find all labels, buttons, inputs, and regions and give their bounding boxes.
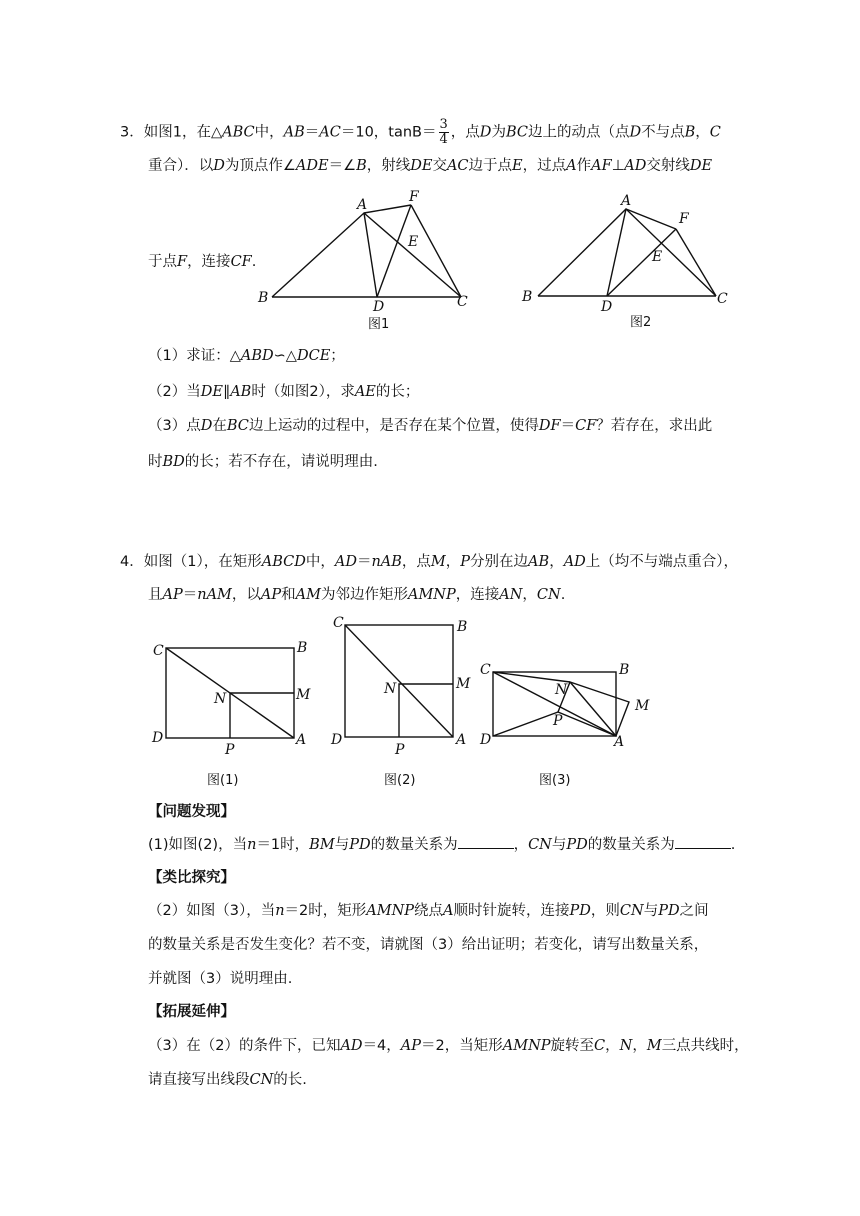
- p3-line-3: 于点F，连接CF.: [148, 254, 257, 270]
- p4-part-3: （3）在（2）的条件下，已知AD＝4，AP＝2，当矩形AMNP旋转至C，N，M三点共线时，: [148, 1038, 749, 1054]
- section-analogy-exploration: 【类比探究】: [148, 870, 235, 886]
- fig4-3-pd: [493, 712, 558, 736]
- fig4-3-label-p: P: [553, 713, 563, 729]
- fig2-df: [607, 229, 676, 296]
- fig4-1-lines: [166, 648, 294, 738]
- fig4-1-label-b: B: [297, 640, 308, 656]
- p4-part-3-line-2: 请直接写出线段CN的长.: [148, 1072, 307, 1088]
- fig4-2-label-d: D: [331, 732, 343, 748]
- fig4-1-label-m: M: [296, 687, 311, 703]
- problem-number: 3．: [120, 124, 144, 141]
- p4-line-2: 且AP＝nAM，以AP和AM为邻边作矩形AMNP，连接AN，CN.: [148, 587, 566, 603]
- fig2-label-d: D: [601, 299, 613, 315]
- fig4-2-lines: [345, 625, 453, 737]
- section-problem-discovery: 【问题发现】: [148, 804, 235, 820]
- p3-question-3-cont: 时BD的长；若不存在，请说明理由.: [148, 454, 378, 470]
- fig4-2-label-m: M: [456, 676, 471, 692]
- section-extension: 【拓展延伸】: [148, 1004, 235, 1020]
- fig4-2-label-a: A: [456, 732, 467, 748]
- fig1-caption: 图1: [368, 317, 390, 332]
- fig4-1-label-c: C: [153, 643, 164, 659]
- fig1-label-e: E: [408, 234, 419, 250]
- fig4-1-label-p: P: [225, 742, 235, 758]
- fig1-label-d: D: [373, 299, 385, 315]
- answer-blank[interactable]: [675, 834, 731, 849]
- fig4-3-label-c: C: [480, 662, 491, 678]
- fig1-lines: [272, 205, 461, 297]
- fig2-label-f: F: [679, 211, 689, 227]
- answer-blank[interactable]: [458, 834, 514, 849]
- fig2-lines: [538, 209, 716, 296]
- fig4-3-label-m: M: [635, 698, 650, 714]
- fig4-2-label-b: B: [457, 619, 468, 635]
- p4-line-1: 4．如图（1），在矩形ABCD中，AD＝nAB，点M，P分别在边AB，AD上（均不与端点重合），: [120, 554, 739, 570]
- fig2-label-a: A: [621, 193, 632, 209]
- fig4-1-label-d: D: [152, 730, 164, 746]
- fig1-df: [377, 205, 411, 297]
- problem-number: 4．: [120, 554, 144, 570]
- fig4-3-cn: [493, 672, 570, 682]
- fig4-1-label-n: N: [214, 691, 227, 707]
- fig4-2-caption: 图(2): [384, 773, 416, 788]
- fig1-label-c: C: [457, 294, 468, 310]
- fig4-3-label-n: N: [555, 682, 568, 698]
- fig4-2-label-c: C: [333, 615, 344, 631]
- fig2-ad: [607, 209, 626, 296]
- fig2-caption: 图2: [630, 315, 652, 330]
- p4-part-2-line-3: 并就图（3）说明理由.: [148, 971, 293, 987]
- p4-part-2-line-2: 的数量关系是否发生变化？若不变，请就图（3）给出证明；若变化，请写出数量关系，: [148, 937, 709, 953]
- fig4-3-caption: 图(3): [539, 773, 571, 788]
- p3-question-1: （1）求证：△ABD∽△DCE；: [148, 348, 345, 364]
- p3-line-2: 重合）．以D为顶点作∠ADE＝∠B，射线DE交AC边于点E，过点A作AF⊥AD交射线DE: [148, 158, 713, 174]
- fig4-3-label-a: A: [614, 734, 625, 750]
- fig4-1-caption: 图(1): [207, 773, 239, 788]
- fig1-cf: [411, 205, 461, 297]
- p3-line-1: 3．如图1，在△ABC中，AB＝AC＝10，tanB＝ $\frac{3}{4}$ ，点D为BC边上的动点（点D不与点B，C: [120, 117, 721, 147]
- fig1-label-b: B: [258, 290, 269, 306]
- fig2-label-c: C: [717, 291, 728, 307]
- fig1-label-f: F: [409, 189, 419, 205]
- fig4-1-label-a: A: [296, 732, 307, 748]
- fig1-ad: [364, 213, 377, 297]
- p3-question-2: （2）当DE∥AB时（如图2），求AE的长；: [148, 384, 420, 400]
- fig2-af: [626, 209, 676, 229]
- fig2-label-b: B: [522, 289, 533, 305]
- p4-part-1: (1)如图(2)，当n＝1时，BM与PD的数量关系为 ，CN与PD的数量关系为 .: [148, 834, 735, 855]
- p3-question-3: （3）点D在BC边上运动的过程中，是否存在某个位置，使得DF＝CF？若存在，求出此: [148, 418, 713, 434]
- fig1-af: [364, 205, 411, 213]
- fig4-2-label-p: P: [395, 742, 405, 758]
- fig1-label-a: A: [357, 197, 368, 213]
- fig4-3-label-b: B: [619, 662, 630, 678]
- fig2-label-e: E: [652, 249, 663, 265]
- fig4-3-label-d: D: [480, 732, 492, 748]
- fraction-three-quarters: $\frac{3}{4}$: [439, 117, 448, 147]
- p4-part-2: （2）如图（3），当n＝2时，矩形AMNP绕点A顺时针旋转，连接PD，则CN与PD之间: [148, 903, 709, 919]
- fig4-2-label-n: N: [384, 681, 397, 697]
